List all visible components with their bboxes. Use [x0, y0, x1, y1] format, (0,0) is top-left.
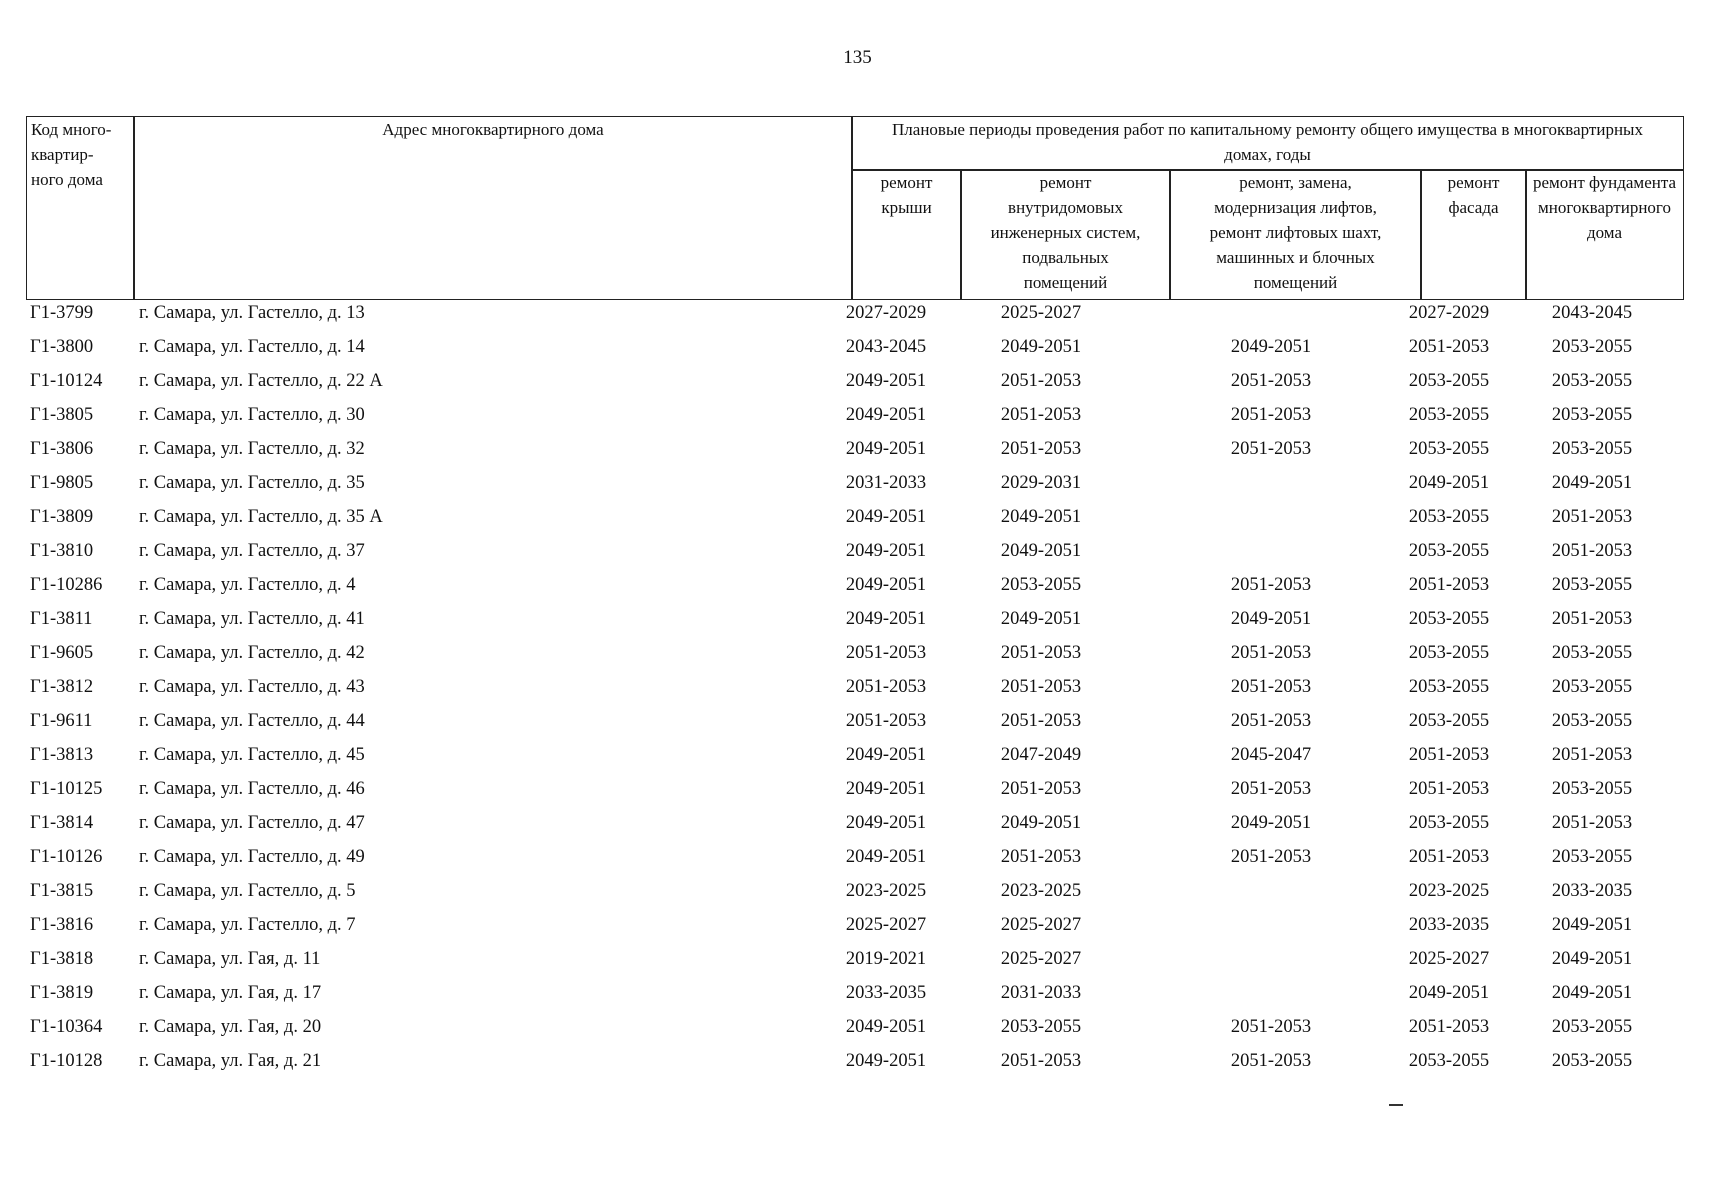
cell-address: г. Самара, ул. Гастелло, д. 43: [139, 677, 365, 697]
cell-lifts: 2051-2053: [1230, 711, 1312, 731]
cell-address: г. Самара, ул. Гастелло, д. 22 А: [139, 371, 383, 391]
cell-code: Г1-3818: [30, 949, 94, 969]
cell-engineering: 2023-2025: [1000, 881, 1082, 901]
cell-engineering: 2049-2051: [1000, 609, 1082, 629]
cell-code: Г1-3805: [30, 405, 94, 425]
cell-code: Г1-3819: [30, 983, 94, 1003]
cell-code: Г1-10126: [30, 847, 103, 867]
cell-roof: 2027-2029: [845, 303, 927, 323]
cell-engineering: 2051-2053: [1000, 677, 1082, 697]
cell-lifts: 2045-2047: [1230, 745, 1312, 765]
cell-roof: 2049-2051: [845, 1051, 927, 1071]
cell-engineering: 2049-2051: [1000, 813, 1082, 833]
cell-address: г. Самара, ул. Гастелло, д. 45: [139, 745, 365, 765]
header-periods: Плановые периоды проведения работ по капитальному ремонту общего имущества в многоквартирных домах, годы: [851, 116, 1684, 171]
header-address: Адрес многоквартирного дома: [133, 116, 853, 300]
cell-code: Г1-10125: [30, 779, 103, 799]
cell-facade: 2053-2055: [1408, 677, 1490, 697]
cell-code: Г1-9611: [30, 711, 93, 731]
table-row: [0, 670, 1715, 704]
cell-foundation: 2053-2055: [1551, 677, 1633, 697]
cell-roof: 2049-2051: [845, 779, 927, 799]
cell-code: Г1-3815: [30, 881, 94, 901]
cell-engineering: 2025-2027: [1000, 915, 1082, 935]
cell-engineering: 2049-2051: [1000, 541, 1082, 561]
cell-code: Г1-3809: [30, 507, 94, 527]
table-row: [0, 602, 1715, 636]
cell-foundation: 2033-2035: [1551, 881, 1633, 901]
cell-foundation: 2053-2055: [1551, 439, 1633, 459]
cell-roof: 2051-2053: [845, 643, 927, 663]
table-row: [0, 806, 1715, 840]
cell-roof: 2049-2051: [845, 507, 927, 527]
cell-engineering: 2049-2051: [1000, 507, 1082, 527]
table-row: [0, 432, 1715, 466]
cell-engineering: 2051-2053: [1000, 439, 1082, 459]
cell-foundation: 2049-2051: [1551, 949, 1633, 969]
cell-address: г. Самара, ул. Гастелло, д. 41: [139, 609, 365, 629]
cell-roof: 2049-2051: [845, 541, 927, 561]
cell-roof: 2023-2025: [845, 881, 927, 901]
cell-foundation: 2053-2055: [1551, 643, 1633, 663]
cell-roof: 2049-2051: [845, 1017, 927, 1037]
cell-foundation: 2043-2045: [1551, 303, 1633, 323]
cell-engineering: 2053-2055: [1000, 575, 1082, 595]
scan-mark: [1389, 1104, 1403, 1106]
cell-address: г. Самара, ул. Гастелло, д. 44: [139, 711, 365, 731]
cell-code: Г1-9805: [30, 473, 94, 493]
cell-roof: 2051-2053: [845, 711, 927, 731]
cell-foundation: 2053-2055: [1551, 371, 1633, 391]
cell-address: г. Самара, ул. Гастелло, д. 35 А: [139, 507, 383, 527]
cell-lifts: 2049-2051: [1230, 609, 1312, 629]
cell-engineering: 2029-2031: [1000, 473, 1082, 493]
cell-foundation: 2049-2051: [1551, 915, 1633, 935]
cell-facade: 2027-2029: [1408, 303, 1490, 323]
cell-roof: 2049-2051: [845, 405, 927, 425]
cell-roof: 2043-2045: [845, 337, 927, 357]
cell-lifts: 2051-2053: [1230, 575, 1312, 595]
cell-engineering: 2051-2053: [1000, 711, 1082, 731]
table-header: [26, 116, 1684, 300]
cell-facade: 2025-2027: [1408, 949, 1490, 969]
header-roof: ремонт крыши: [851, 169, 962, 300]
table-row: [0, 908, 1715, 942]
cell-foundation: 2053-2055: [1551, 779, 1633, 799]
cell-address: г. Самара, ул. Гая, д. 21: [139, 1051, 322, 1071]
cell-code: Г1-3811: [30, 609, 93, 629]
table-row: [0, 466, 1715, 500]
cell-lifts: 2049-2051: [1230, 813, 1312, 833]
cell-engineering: 2051-2053: [1000, 779, 1082, 799]
table-row: [0, 364, 1715, 398]
table-row: [0, 840, 1715, 874]
cell-facade: 2051-2053: [1408, 847, 1490, 867]
cell-engineering: 2049-2051: [1000, 337, 1082, 357]
cell-address: г. Самара, ул. Гастелло, д. 47: [139, 813, 365, 833]
cell-engineering: 2053-2055: [1000, 1017, 1082, 1037]
cell-facade: 2051-2053: [1408, 779, 1490, 799]
cell-facade: 2053-2055: [1408, 1051, 1490, 1071]
cell-foundation: 2053-2055: [1551, 847, 1633, 867]
cell-address: г. Самара, ул. Гастелло, д. 30: [139, 405, 365, 425]
table-row: [0, 1010, 1715, 1044]
cell-address: г. Самара, ул. Гая, д. 17: [139, 983, 322, 1003]
cell-roof: 2049-2051: [845, 609, 927, 629]
cell-address: г. Самара, ул. Гастелло, д. 49: [139, 847, 365, 867]
cell-foundation: 2053-2055: [1551, 337, 1633, 357]
cell-lifts: 2051-2053: [1230, 643, 1312, 663]
cell-lifts: 2051-2053: [1230, 677, 1312, 697]
cell-code: Г1-10128: [30, 1051, 103, 1071]
cell-facade: 2051-2053: [1408, 1017, 1490, 1037]
page-number: 135: [843, 47, 872, 68]
cell-address: г. Самара, ул. Гастелло, д. 13: [139, 303, 365, 323]
cell-lifts: 2051-2053: [1230, 371, 1312, 391]
cell-roof: 2033-2035: [845, 983, 927, 1003]
header-engineering: ремонт внутридомовых инженерных систем, подвальных помещений: [960, 169, 1171, 300]
cell-address: г. Самара, ул. Гастелло, д. 5: [139, 881, 356, 901]
cell-address: г. Самара, ул. Гая, д. 20: [139, 1017, 322, 1037]
cell-engineering: 2051-2053: [1000, 847, 1082, 867]
cell-foundation: 2051-2053: [1551, 507, 1633, 527]
header-foundation: ремонт фундамента многоквартирного дома: [1525, 169, 1684, 300]
cell-foundation: 2051-2053: [1551, 813, 1633, 833]
cell-code: Г1-10286: [30, 575, 103, 595]
cell-code: Г1-9605: [30, 643, 94, 663]
table-row: [0, 772, 1715, 806]
cell-foundation: 2051-2053: [1551, 609, 1633, 629]
header-facade: ремонт фасада: [1420, 169, 1527, 300]
cell-foundation: 2053-2055: [1551, 1017, 1633, 1037]
cell-foundation: 2051-2053: [1551, 541, 1633, 561]
cell-roof: 2025-2027: [845, 915, 927, 935]
cell-roof: 2049-2051: [845, 371, 927, 391]
cell-address: г. Самара, ул. Гастелло, д. 7: [139, 915, 356, 935]
cell-address: г. Самара, ул. Гая, д. 11: [139, 949, 321, 969]
table-row: [0, 942, 1715, 976]
cell-roof: 2049-2051: [845, 439, 927, 459]
cell-code: Г1-10364: [30, 1017, 103, 1037]
cell-address: г. Самара, ул. Гастелло, д. 46: [139, 779, 365, 799]
table-row: [0, 636, 1715, 670]
cell-code: Г1-3812: [30, 677, 94, 697]
cell-lifts: 2051-2053: [1230, 847, 1312, 867]
cell-roof: 2049-2051: [845, 813, 927, 833]
cell-foundation: 2053-2055: [1551, 711, 1633, 731]
cell-facade: 2053-2055: [1408, 643, 1490, 663]
cell-facade: 2053-2055: [1408, 541, 1490, 561]
cell-roof: 2019-2021: [845, 949, 927, 969]
cell-code: Г1-10124: [30, 371, 103, 391]
cell-lifts: 2051-2053: [1230, 405, 1312, 425]
cell-code: Г1-3816: [30, 915, 94, 935]
cell-facade: 2051-2053: [1408, 337, 1490, 357]
cell-engineering: 2051-2053: [1000, 643, 1082, 663]
cell-engineering: 2031-2033: [1000, 983, 1082, 1003]
cell-facade: 2033-2035: [1408, 915, 1490, 935]
table-row: [0, 738, 1715, 772]
cell-code: Г1-3806: [30, 439, 94, 459]
cell-lifts: 2051-2053: [1230, 1017, 1312, 1037]
cell-roof: 2049-2051: [845, 847, 927, 867]
cell-foundation: 2049-2051: [1551, 473, 1633, 493]
table-row: [0, 568, 1715, 602]
table-row: [0, 398, 1715, 432]
table-row: [0, 296, 1715, 330]
table-row: [0, 704, 1715, 738]
cell-facade: 2049-2051: [1408, 983, 1490, 1003]
cell-facade: 2023-2025: [1408, 881, 1490, 901]
cell-roof: 2049-2051: [845, 575, 927, 595]
cell-foundation: 2053-2055: [1551, 575, 1633, 595]
cell-engineering: 2051-2053: [1000, 371, 1082, 391]
cell-engineering: 2051-2053: [1000, 405, 1082, 425]
cell-facade: 2053-2055: [1408, 371, 1490, 391]
cell-facade: 2053-2055: [1408, 507, 1490, 527]
cell-engineering: 2047-2049: [1000, 745, 1082, 765]
cell-engineering: 2025-2027: [1000, 949, 1082, 969]
table-row: [0, 534, 1715, 568]
cell-roof: 2049-2051: [845, 745, 927, 765]
cell-engineering: 2051-2053: [1000, 1051, 1082, 1071]
cell-facade: 2051-2053: [1408, 575, 1490, 595]
cell-lifts: 2051-2053: [1230, 1051, 1312, 1071]
table-row: [0, 330, 1715, 364]
cell-lifts: 2051-2053: [1230, 779, 1312, 799]
cell-code: Г1-3800: [30, 337, 94, 357]
cell-address: г. Самара, ул. Гастелло, д. 35: [139, 473, 365, 493]
cell-facade: 2051-2053: [1408, 745, 1490, 765]
cell-facade: 2053-2055: [1408, 609, 1490, 629]
table-row: [0, 874, 1715, 908]
cell-address: г. Самара, ул. Гастелло, д. 4: [139, 575, 356, 595]
cell-address: г. Самара, ул. Гастелло, д. 14: [139, 337, 365, 357]
cell-foundation: 2053-2055: [1551, 1051, 1633, 1071]
cell-code: Г1-3810: [30, 541, 94, 561]
cell-foundation: 2051-2053: [1551, 745, 1633, 765]
cell-facade: 2053-2055: [1408, 439, 1490, 459]
cell-engineering: 2025-2027: [1000, 303, 1082, 323]
cell-address: г. Самара, ул. Гастелло, д. 32: [139, 439, 365, 459]
cell-facade: 2053-2055: [1408, 711, 1490, 731]
table-row: [0, 976, 1715, 1010]
cell-lifts: 2049-2051: [1230, 337, 1312, 357]
cell-code: Г1-3813: [30, 745, 94, 765]
cell-address: г. Самара, ул. Гастелло, д. 37: [139, 541, 365, 561]
cell-facade: 2053-2055: [1408, 813, 1490, 833]
cell-code: Г1-3814: [30, 813, 94, 833]
cell-foundation: 2049-2051: [1551, 983, 1633, 1003]
cell-roof: 2031-2033: [845, 473, 927, 493]
cell-address: г. Самара, ул. Гастелло, д. 42: [139, 643, 365, 663]
cell-lifts: 2051-2053: [1230, 439, 1312, 459]
header-lifts: ремонт, замена, модернизация лифтов, ремонт лифтовых шахт, машинных и блочных помещений: [1169, 169, 1422, 300]
cell-facade: 2053-2055: [1408, 405, 1490, 425]
table-row: [0, 1044, 1715, 1078]
cell-foundation: 2053-2055: [1551, 405, 1633, 425]
header-code: Код много- квартир- ного дома: [26, 116, 135, 300]
table-row: [0, 500, 1715, 534]
cell-roof: 2051-2053: [845, 677, 927, 697]
cell-code: Г1-3799: [30, 303, 94, 323]
cell-facade: 2049-2051: [1408, 473, 1490, 493]
